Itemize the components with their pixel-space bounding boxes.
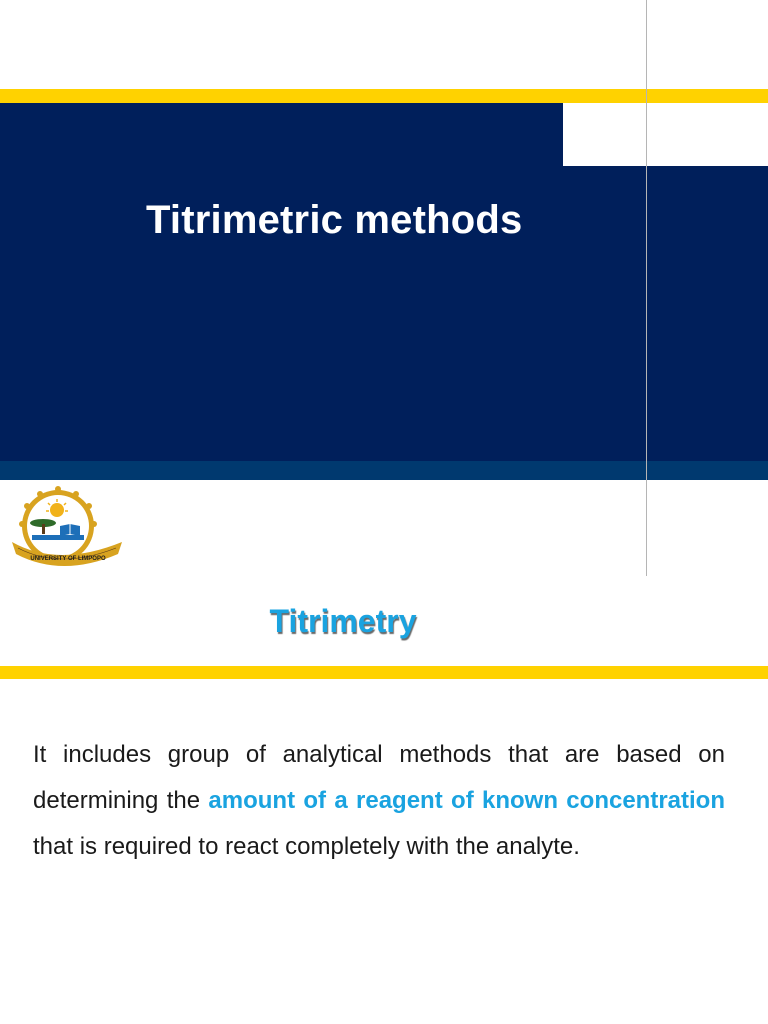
panel-bottom-stripe [0,461,768,480]
logo-ribbon-text: UNIVERSITY OF LIMPOPO [30,556,106,562]
middle-yellow-bar [0,666,768,679]
highlighted-phrase: amount of a reagent of known concentration [208,787,725,814]
vertical-divider [646,0,647,576]
body-paragraph [33,732,725,870]
section-heading: Titrimetry [269,603,417,639]
paragraph-text-end: that is required to react completely with the analyte. [33,833,580,860]
university-seal-icon [10,486,126,570]
slide-title: Titrimetric methods [146,198,523,242]
paragraph-text-start: It includes group of analytical methods that are based on determining the [33,741,725,814]
top-yellow-bar [0,89,768,103]
university-logo [10,486,126,570]
panel-notch [563,103,768,166]
